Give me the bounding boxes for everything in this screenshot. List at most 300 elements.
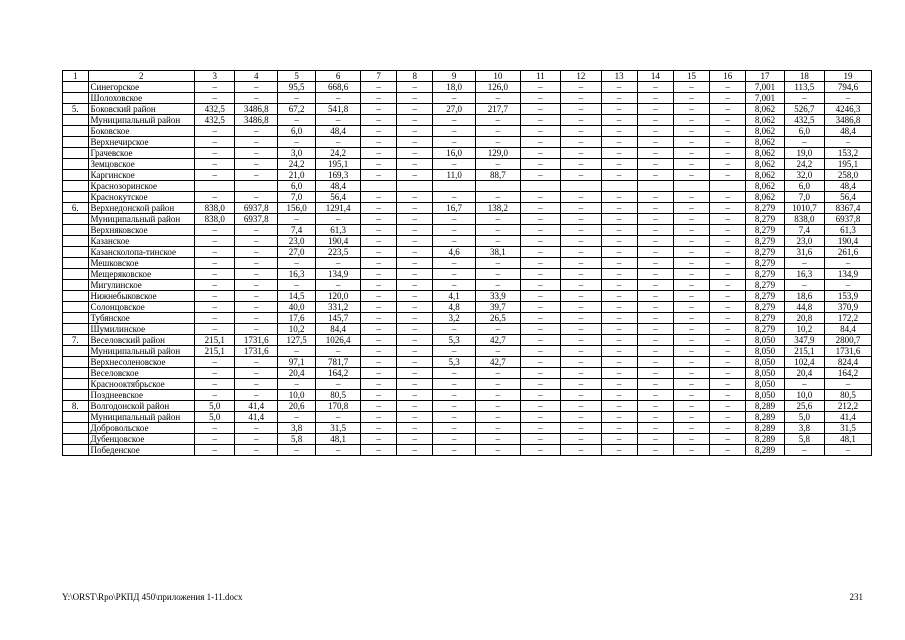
value-cell: – [601,357,637,368]
value-cell: – [673,104,709,115]
value-cell: – [825,93,872,104]
value-cell [475,181,520,192]
value-cell: – [520,445,560,456]
value-cell: – [710,148,746,159]
table-row [63,192,872,203]
value-cell: – [637,357,673,368]
value-cell: – [637,192,673,203]
value-cell: – [673,225,709,236]
name-cell: Веселовское [88,368,194,379]
value-cell: – [601,423,637,434]
value-cell: – [637,280,673,291]
value-cell: – [601,379,637,390]
value-cell: – [710,82,746,93]
value-cell: – [475,423,520,434]
table-row [63,104,872,115]
value-cell: – [601,126,637,137]
value-cell: – [673,324,709,335]
value-cell: – [561,82,601,93]
value-cell: 42,7 [475,335,520,346]
value-cell: – [475,225,520,236]
value-cell: – [235,258,278,269]
value-cell: – [637,346,673,357]
value-cell: – [194,280,234,291]
value-cell: – [433,324,476,335]
value-cell: – [637,291,673,302]
value-cell: – [194,247,234,258]
value-cell: – [235,280,278,291]
value-cell: 794,6 [825,82,872,93]
value-cell: – [235,357,278,368]
value-cell: – [710,313,746,324]
value-cell: 3,0 [278,148,316,159]
name-cell: Дубенцовское [88,434,194,445]
value-cell: – [235,445,278,456]
header-cell: 1 [63,71,89,82]
value-cell: – [710,269,746,280]
value-cell: 145,7 [316,313,361,324]
table-body [63,71,872,456]
table-row [63,148,872,159]
value-cell: – [520,82,560,93]
row-number-cell [63,390,89,401]
value-cell: – [397,258,433,269]
value-cell: – [194,225,234,236]
value-cell: 8,279 [746,269,784,280]
name-cell: Мещеряковское [88,269,194,280]
table-row [63,368,872,379]
value-cell: – [673,401,709,412]
value-cell: 1731,6 [235,335,278,346]
header-cell: 2 [88,71,194,82]
value-cell: – [235,302,278,313]
value-cell: – [825,379,872,390]
value-cell: – [673,445,709,456]
value-cell: – [601,203,637,214]
row-number-cell [63,412,89,423]
value-cell: – [673,170,709,181]
value-cell: 3486,8 [235,104,278,115]
value-cell: 5,3 [433,335,476,346]
value-cell: 8,279 [746,291,784,302]
value-cell: – [673,412,709,423]
value-cell: – [475,269,520,280]
value-cell: – [520,126,560,137]
value-cell: – [561,379,601,390]
row-number-cell [63,170,89,181]
value-cell: – [673,82,709,93]
table-row [63,335,872,346]
value-cell: 41,4 [235,401,278,412]
name-cell: Тубянское [88,313,194,324]
value-cell: – [397,324,433,335]
value-cell: – [561,192,601,203]
table-row [63,115,872,126]
value-cell: – [710,247,746,258]
value-cell: 20,8 [784,313,824,324]
value-cell: 48,4 [316,181,361,192]
value-cell: – [520,335,560,346]
value-cell: – [601,236,637,247]
value-cell: – [601,137,637,148]
value-cell: – [561,313,601,324]
value-cell: – [561,214,601,225]
value-cell [561,181,601,192]
value-cell: – [433,192,476,203]
value-cell: – [397,423,433,434]
value-cell: – [397,93,433,104]
name-cell: Шолоховское [88,93,194,104]
value-cell: 8,279 [746,280,784,291]
value-cell: 261,6 [825,247,872,258]
table-row [63,93,872,104]
value-cell: – [433,346,476,357]
value-cell: 8,062 [746,170,784,181]
value-cell: 23,0 [278,236,316,247]
value-cell: – [278,280,316,291]
value-cell: 1291,4 [316,203,361,214]
value-cell: 668,6 [316,82,361,93]
table-row [63,225,872,236]
value-cell: – [601,434,637,445]
value-cell: – [784,93,824,104]
value-cell: – [433,225,476,236]
value-cell: – [561,423,601,434]
value-cell: – [194,258,234,269]
value-cell: 8,050 [746,357,784,368]
value-cell: – [194,423,234,434]
value-cell: 7,4 [278,225,316,236]
value-cell: – [397,368,433,379]
value-cell: – [561,258,601,269]
value-cell: – [784,137,824,148]
value-cell: – [194,390,234,401]
value-cell: 10,2 [784,324,824,335]
value-cell: – [475,324,520,335]
value-cell: – [710,236,746,247]
row-number-cell [63,137,89,148]
value-cell: – [561,93,601,104]
header-cell: 17 [746,71,784,82]
value-cell: – [520,104,560,115]
header-cell: 13 [601,71,637,82]
value-cell: 20,6 [278,401,316,412]
value-cell: 1731,6 [825,346,872,357]
value-cell: – [433,115,476,126]
value-cell: – [316,93,361,104]
value-cell: 19,0 [784,148,824,159]
value-cell: 212,2 [825,401,872,412]
value-cell: 838,0 [784,214,824,225]
value-cell: – [561,247,601,258]
value-cell: 8367,4 [825,203,872,214]
name-cell: Верхняковское [88,225,194,236]
value-cell: – [235,324,278,335]
header-cell: 12 [561,71,601,82]
row-number-cell [63,423,89,434]
value-cell: 6,0 [278,181,316,192]
value-cell: – [710,137,746,148]
value-cell: – [673,423,709,434]
header-cell: 14 [637,71,673,82]
value-cell: – [601,291,637,302]
value-cell: – [561,236,601,247]
value-cell: – [601,192,637,203]
value-cell: 223,5 [316,247,361,258]
value-cell: – [601,390,637,401]
value-cell: – [475,280,520,291]
value-cell: – [601,225,637,236]
value-cell: – [475,412,520,423]
value-cell: – [194,379,234,390]
value-cell: – [520,148,560,159]
value-cell: 8,289 [746,401,784,412]
name-cell: Победенское [88,445,194,456]
value-cell: – [561,280,601,291]
value-cell: – [235,93,278,104]
value-cell: – [520,379,560,390]
value-cell: 126,0 [475,82,520,93]
value-cell: – [561,390,601,401]
table-row [63,390,872,401]
value-cell: – [235,423,278,434]
value-cell: – [397,313,433,324]
row-number-cell: 8. [63,401,89,412]
value-cell: – [361,104,397,115]
value-cell: 18,0 [433,82,476,93]
value-cell: – [475,159,520,170]
value-cell: – [520,302,560,313]
value-cell: – [520,93,560,104]
value-cell: – [561,115,601,126]
value-cell: – [278,137,316,148]
value-cell: 120,0 [316,291,361,302]
value-cell: 88,7 [475,170,520,181]
value-cell: – [520,170,560,181]
value-cell: 8,279 [746,324,784,335]
value-cell: – [433,159,476,170]
value-cell: 541,8 [316,104,361,115]
value-cell: – [361,170,397,181]
value-cell: – [433,269,476,280]
value-cell: – [561,368,601,379]
value-cell: 11,0 [433,170,476,181]
value-cell: 838,0 [194,203,234,214]
value-cell: – [637,412,673,423]
value-cell: 44,8 [784,302,824,313]
value-cell: – [397,302,433,313]
value-cell: – [397,280,433,291]
value-cell: 10,2 [278,324,316,335]
name-cell: Муниципальный район [88,346,194,357]
value-cell: – [194,126,234,137]
value-cell: 195,1 [316,159,361,170]
value-cell: – [361,93,397,104]
value-cell: 6,0 [784,126,824,137]
value-cell: – [637,104,673,115]
value-cell: – [520,214,560,225]
row-number-cell [63,313,89,324]
value-cell: 8,289 [746,423,784,434]
header-cell: 7 [361,71,397,82]
value-cell: – [397,170,433,181]
value-cell: – [475,258,520,269]
value-cell: – [433,93,476,104]
value-cell: – [194,192,234,203]
value-cell: – [361,247,397,258]
table-row [63,170,872,181]
value-cell [710,181,746,192]
value-cell: – [637,445,673,456]
value-cell: – [637,247,673,258]
value-cell: 48,4 [825,126,872,137]
value-cell: – [673,379,709,390]
value-cell: 26,5 [475,313,520,324]
value-cell: – [278,412,316,423]
value-cell: – [397,357,433,368]
value-cell: – [433,412,476,423]
value-cell: 8,062 [746,148,784,159]
value-cell: 24,2 [784,159,824,170]
value-cell: 80,5 [825,390,872,401]
name-cell: Верхнесоленовское [88,357,194,368]
value-cell: – [235,434,278,445]
table-row [63,280,872,291]
value-cell: – [601,258,637,269]
value-cell: – [433,126,476,137]
value-cell: 80,5 [316,390,361,401]
value-cell: – [710,412,746,423]
value-cell: – [520,291,560,302]
value-cell: – [397,225,433,236]
value-cell: – [397,335,433,346]
value-cell: – [235,247,278,258]
value-cell: 8,062 [746,126,784,137]
value-cell: – [361,126,397,137]
header-cell: 9 [433,71,476,82]
value-cell: 164,2 [316,368,361,379]
value-cell: – [397,269,433,280]
value-cell: – [361,357,397,368]
value-cell: – [194,368,234,379]
value-cell: – [194,82,234,93]
row-number-cell [63,214,89,225]
value-cell [601,181,637,192]
header-cell: 15 [673,71,709,82]
value-cell: – [397,346,433,357]
value-cell: 8,062 [746,159,784,170]
value-cell: – [397,434,433,445]
name-cell: Краснокутское [88,192,194,203]
value-cell: – [673,192,709,203]
value-cell: 1010,7 [784,203,824,214]
value-cell: 56,4 [825,192,872,203]
value-cell: – [520,280,560,291]
value-cell: – [433,434,476,445]
value-cell: 347,9 [784,335,824,346]
value-cell: – [361,269,397,280]
value-cell: – [637,379,673,390]
table-row [63,324,872,335]
value-cell: – [235,313,278,324]
value-cell: – [433,401,476,412]
value-cell: 84,4 [825,324,872,335]
value-cell: 5,8 [278,434,316,445]
value-cell: – [520,313,560,324]
value-cell: – [397,214,433,225]
value-cell: – [235,390,278,401]
row-number-cell [63,181,89,192]
value-cell: – [561,137,601,148]
value-cell: – [433,280,476,291]
value-cell: 8,050 [746,335,784,346]
value-cell: – [561,324,601,335]
row-number-cell [63,324,89,335]
value-cell: – [361,390,397,401]
value-cell: – [710,170,746,181]
value-cell: – [361,346,397,357]
value-cell: – [673,302,709,313]
header-cell: 3 [194,71,234,82]
value-cell: – [397,126,433,137]
value-cell: – [710,126,746,137]
row-number-cell [63,126,89,137]
value-cell: – [361,434,397,445]
value-cell: 3486,8 [235,115,278,126]
value-cell: – [520,115,560,126]
value-cell: – [637,170,673,181]
value-cell: – [561,445,601,456]
value-cell: – [194,148,234,159]
value-cell: 7,001 [746,82,784,93]
value-cell: – [561,302,601,313]
value-cell: 8,279 [746,225,784,236]
value-cell: 331,2 [316,302,361,313]
value-cell: 824,4 [825,357,872,368]
value-cell: – [561,148,601,159]
value-cell: – [520,401,560,412]
value-cell: – [637,203,673,214]
value-cell: 215,1 [194,335,234,346]
value-cell: 8,279 [746,247,784,258]
row-number-cell [63,148,89,159]
value-cell: – [316,379,361,390]
value-cell: 190,4 [316,236,361,247]
value-cell: 23,0 [784,236,824,247]
value-cell: – [673,214,709,225]
value-cell: 3,8 [784,423,824,434]
value-cell [235,181,278,192]
value-cell: – [784,445,824,456]
value-cell: – [710,291,746,302]
row-number-cell [63,269,89,280]
value-cell: 370,9 [825,302,872,313]
value-cell: – [361,236,397,247]
value-cell: – [235,137,278,148]
row-number-cell [63,258,89,269]
value-cell [637,181,673,192]
value-cell: – [433,368,476,379]
value-cell: – [194,159,234,170]
value-cell: – [710,225,746,236]
value-cell: – [825,445,872,456]
value-cell: – [825,280,872,291]
value-cell: – [475,214,520,225]
value-cell: – [637,269,673,280]
value-cell: – [520,236,560,247]
value-cell: 3486,8 [825,115,872,126]
value-cell: 4,1 [433,291,476,302]
